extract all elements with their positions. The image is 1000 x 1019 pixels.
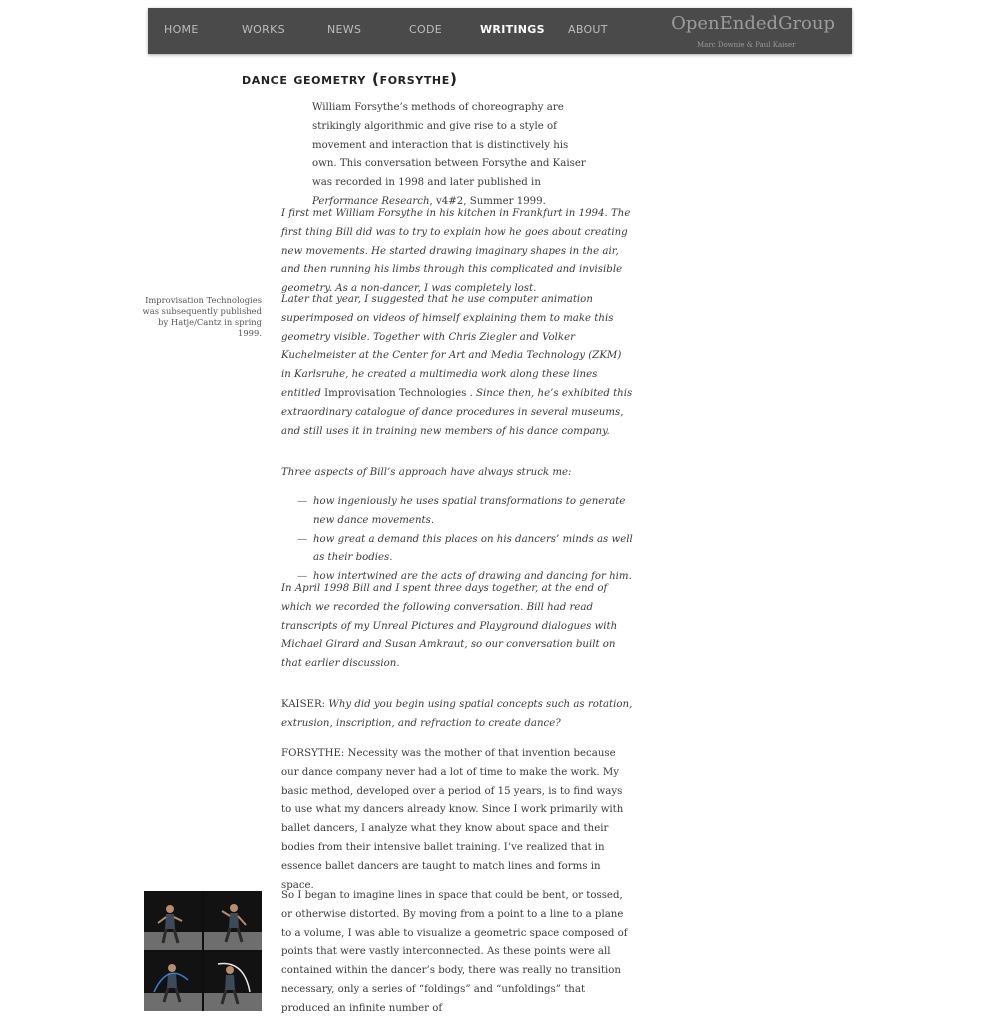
list-item	[281, 531, 641, 569]
nav-about-link[interactable]: ABOUT	[568, 23, 608, 36]
page-title: dance geometry (forsythe)	[242, 70, 458, 88]
forsythe-answer	[281, 745, 633, 895]
site-brand-logo[interactable]: OpenEndedGroup	[671, 13, 835, 34]
aspects-list	[281, 493, 641, 587]
list-item-text: how ingeniously he uses spatial transformations to generate new dance movements.	[313, 496, 626, 526]
dancer-photo	[204, 952, 262, 1011]
paragraph-three-aspects: Three aspects of Bill’s approach have always struck me:	[281, 467, 572, 478]
dancer-figure-icon	[144, 891, 202, 950]
paragraph-text: . Since then, he’s exhibited this extraordinary catalogue of dance procedures in several museums, and still uses it in training new members of his dance company.	[281, 387, 633, 437]
paragraph-improvisation-technologies	[281, 291, 633, 441]
nav-works-link[interactable]: WORKS	[242, 23, 285, 36]
journal-name: Performance Research	[312, 195, 430, 207]
list-item-text: how great a demand this places on his dancers’ minds as well as their bodies.	[313, 533, 633, 564]
intro-text: William Forsythe’s methods of choreography are strikingly algorithmic and give rise to a style of movement and interaction that is distinctively his own. This conversation between Forsythe and Kaiser was recorded in 1998 and later published in	[312, 102, 586, 189]
intro-paragraph	[312, 99, 594, 212]
dancer-photo	[144, 891, 202, 950]
paragraph-text: Later that year, I suggested that he use computer animation superimposed on videos of himself explaining them to make this geometry visible. Together with Chris Ziegler and Volker Kuchelmeister at the Center for Art and Media Technology (ZKM) in Karlsruhe, he created a multimedia work along these lines entitled	[281, 294, 622, 399]
dancer-figure-icon	[204, 891, 262, 950]
list-item	[281, 493, 641, 531]
speaker-label: KAISER:	[281, 699, 329, 710]
bullet-dash: —	[297, 496, 308, 507]
intro-citation: , v4#2, Summer 1999.	[429, 195, 546, 207]
dancer-photo	[204, 891, 262, 950]
paragraph-first-meeting: I first met William Forsythe in his kitchen in Frankfurt in 1994. The first thing Bill did was to try to explain how he goes about creating new movements. He started drawing imaginary shapes in the air, and then running his limbs through this complicated and invisible geometry. As a non-dancer, I was completely lost.	[281, 208, 631, 295]
paragraph-april-1998: In April 1998 Bill and I spent three days together, at the end of which we recorded the following conversation. Bill had read transcripts of my Unreal Pictures and Playground dialogues with Michael Girard and Susan Amkraut, so our conversation built on that earlier discussion.	[281, 583, 618, 670]
work-title: Improvisation Technologies	[324, 387, 467, 399]
sidenote: Improvisation Technologies was subsequently published by Hatje/Cantz in spring 1999.	[142, 295, 262, 338]
nav-code-link[interactable]: CODE	[409, 23, 442, 36]
paragraph-imagining-lines: So I began to imagine lines in space that could be bent, or tossed, or otherwise distorted. By moving from a point to a line to a plane to a volume, I was able to visualize a geometric space composed of points that were vastly interconnected. As these points were all contained within the dancer’s body, there was really no transition necessary, only a series of “foldings” and “unfoldings” that produced an infinite number of	[281, 890, 628, 1014]
answer-text: Necessity was the mother of that invention because our dance company never had a lot of time to make the work. My basic method, developed over a period of 15 years, is to find ways to use what my dancers already know. Since I work primarily with ballet dancers, I analyze what they know about space and their bodies from their intensive ballet training. I’ve realized that in essence ballet dancers are taught to match lines and forms in space.	[281, 748, 624, 891]
dance-photo-grid	[144, 891, 262, 1011]
question-text: Why did you begin using spatial concepts such as rotation, extrusion, inscription, and refraction to create dance?	[281, 699, 633, 729]
nav-news-link[interactable]: NEWS	[327, 23, 362, 36]
kaiser-question	[281, 696, 633, 734]
bullet-dash: —	[297, 533, 308, 545]
top-navigation-bar	[148, 8, 852, 54]
site-brand-subtitle: Marc Downie & Paul Kaiser	[697, 41, 796, 49]
dancer-photo	[144, 952, 202, 1011]
dancer-figure-icon	[144, 952, 202, 1011]
bullet-dash: —	[297, 571, 308, 583]
dancer-figure-icon	[204, 952, 262, 1011]
list-item-text: how intertwined are the acts of drawing and dancing for him.	[313, 571, 632, 583]
nav-home-link[interactable]: HOME	[164, 23, 199, 36]
speaker-label: FORSYTHE:	[281, 748, 348, 759]
nav-writings-link[interactable]: WRITINGS	[480, 23, 545, 36]
